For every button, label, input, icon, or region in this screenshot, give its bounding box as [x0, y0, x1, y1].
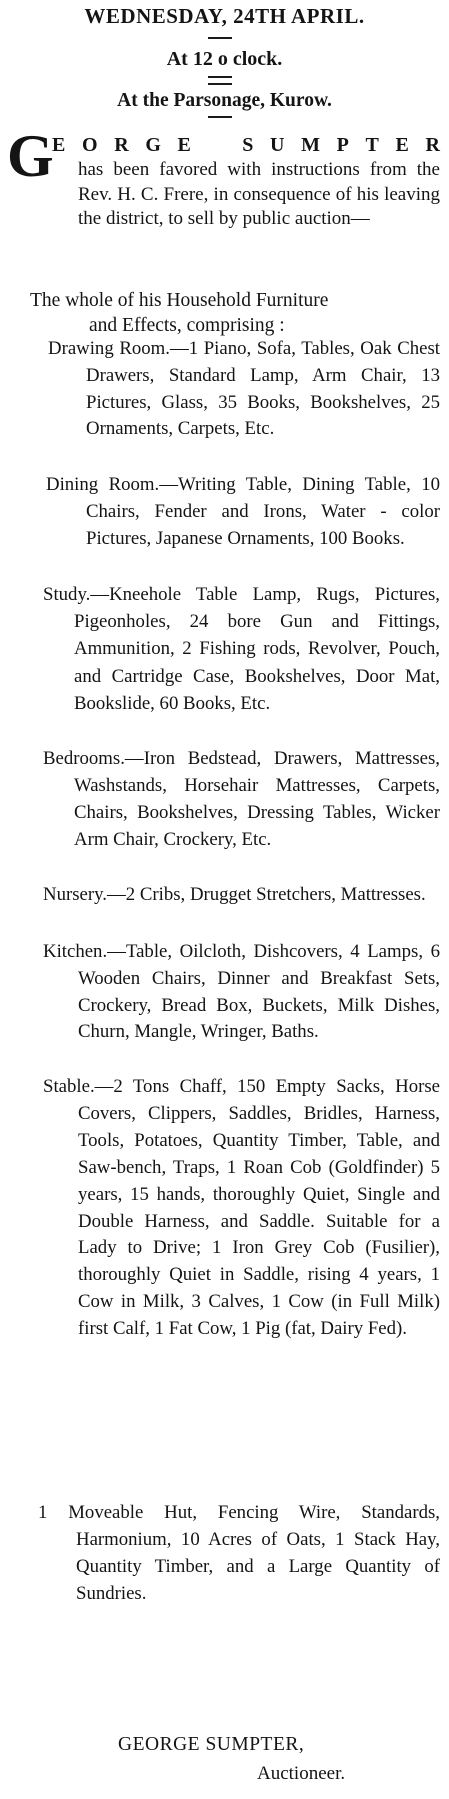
room-items: 1 Piano, Sofa, Tables, Oak Chest Drawers, Standard Lamp, Arm Chair, 13 Pictures, Glass, 35 Books, Bookshelves, 25 Ornaments, Carpets, Etc. [86, 338, 440, 440]
room-entry [38, 1499, 440, 1607]
room-entry [43, 745, 440, 853]
room-items: 1 Moveable Hut, Fencing Wire, Standards, Harmonium, 10 Acres of Oats, 1 Stack Hay, Quantity Timber, and a Large Quantity of Sundries. [38, 1502, 440, 1605]
drop-cap: G [7, 123, 54, 189]
room-entry [43, 939, 440, 1046]
sale-time: At 12 o clock. [166, 48, 283, 70]
auctioneer-name-spaced: E O R G E S U M P T E R [52, 134, 440, 156]
room-heading: Bedrooms.— [43, 748, 144, 769]
intro-text: has been favored with instructions from the Rev. H. C. Frere, in consequence of his leaving the district, to sell by public auction— [78, 159, 440, 229]
room-items: Iron Bedstead, Drawers, Mattresses, Washstands, Horsehair Mattresses, Carpets, Chairs, Bookshelves, Dressing Tables, Wicker Arm Chair, Crockery, Etc. [74, 748, 440, 850]
room-heading: Drawing Room.— [48, 338, 189, 359]
room-items: 2 Cribs, Drugget Stretchers, Mattresses. [125, 884, 426, 905]
subheading-line: The whole of his Household Furniture [30, 290, 329, 311]
room-heading: Dining Room.— [46, 474, 179, 495]
signature-name: GEORGE SUMPTER, [118, 1734, 305, 1755]
room-items: Table, Oilcloth, Dishcovers, 4 Lamps, 6 Wooden Chairs, Dinner and Breakfast Sets, Crockery, Bread Box, Buckets, Milk Dishes, Churn, Mangle, Wringer, Baths. [78, 941, 440, 1043]
room-items: 2 Tons Chaff, 150 Empty Sacks, Horse Covers, Clippers, Saddles, Bridles, Harness, Tools, Potatoes, Quantity Timber, Table, and Saw-bench, Traps, 1 Roan Cob (Goldfinder) 5 years, 15 hands, thoroughly Quiet, Single and Double Harness, and Saddle. Suitable for a Lady to Drive; 1 Iron Grey Cob (Fusilier), thoroughly Quiet in Saddle, rising 4 years, 1 Cow in Milk, 3 Calves, 1 Cow (in Full Milk) first Calf, 1 Fat Cow, 1 Pig (fat, Dairy Fed). [78, 1076, 440, 1340]
room-entry [43, 881, 440, 908]
room-heading: Nursery.— [43, 884, 126, 905]
intro-paragraph [10, 158, 440, 232]
room-entry [43, 581, 440, 717]
room-heading: Kitchen.— [43, 941, 126, 962]
divider [208, 83, 232, 85]
room-heading: Study.— [43, 584, 110, 605]
divider [208, 37, 232, 39]
sale-date: WEDNESDAY, 24TH APRIL. [84, 4, 365, 28]
signature-title: Auctioneer. [257, 1763, 346, 1784]
room-entry [43, 1074, 440, 1343]
room-items: Writing Table, Dining Table, 10 Chairs, Fender and Irons, Water - color Pictures, Japanese Ornaments, 100 Books. [86, 474, 440, 549]
sale-place: At the Parsonage, Kurow. [117, 90, 332, 111]
divider [208, 76, 232, 78]
room-entry [46, 472, 440, 552]
furniture-subheading [30, 288, 440, 338]
divider [208, 116, 232, 118]
room-items: Kneehole Table Lamp, Rugs, Pictures, Pigeonholes, 24 bore Gun and Fittings, Ammunition, 2 Fishing rods, Revolver, Pouch, and Cartridge Case, Bookshelves, Door Mat, Bookslide, 60 Books, Etc. [74, 584, 440, 714]
room-entry [48, 336, 440, 443]
subheading-line: and Effects, comprising : [89, 315, 285, 336]
room-heading: Stable.— [43, 1076, 114, 1097]
